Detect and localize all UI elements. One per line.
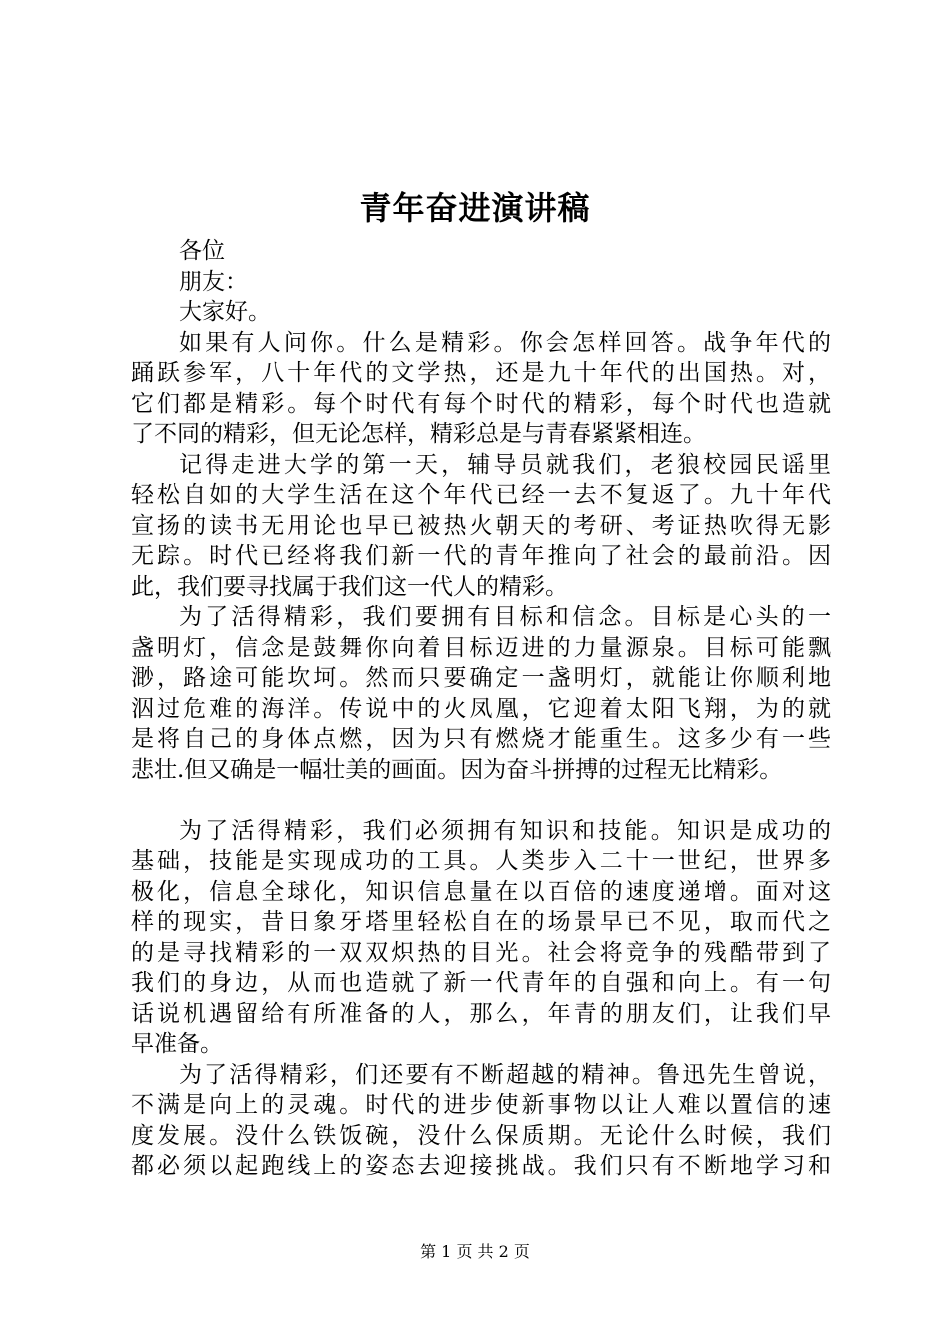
- paragraph-line: 盏明灯，信念是鼓舞你向着目标迈进的力量源泉。目标可能飘: [131, 634, 831, 661]
- paragraph-line: 它们都是精彩。每个时代有每个时代的精彩，每个时代也造就: [131, 390, 831, 417]
- paragraph-line: 轻松自如的大学生活在这个年代已经一去不复返了。九十年代: [131, 482, 831, 508]
- paragraph: [131, 1060, 831, 1182]
- paragraph: [131, 450, 831, 603]
- page-number-footer: 第 1 页 共 2 页: [420, 1242, 530, 1261]
- paragraph-line: 为了活得精彩，我们要拥有目标和信念。目标是心头的一: [179, 604, 831, 630]
- paragraph-line: 不满是向上的灵魂。时代的进步使新事物以让人难以置信的速: [131, 1092, 831, 1118]
- paragraph: [131, 328, 831, 450]
- blank-line: [131, 785, 831, 816]
- paragraph-line: 如果有人问你。什么是精彩。你会怎样回答。战争年代的: [179, 329, 831, 356]
- paragraph-line: 无踪。时代已经将我们新一代的青年推向了社会的最前沿。因: [131, 543, 831, 569]
- paragraph-line: 的是寻找精彩的一双双炽热的目光。社会将竞争的残酷带到了: [131, 939, 831, 966]
- paragraph-line: 渺，路途可能坎坷。然而只要确定一盏明灯，就能让你顺利地: [131, 665, 831, 691]
- paragraph-line: 此，我们要寻找属于我们这一代人的精彩。: [131, 573, 568, 600]
- paragraph-line: 基础，技能是实现成功的工具。人类步入二十一世纪，世界多: [131, 848, 831, 874]
- paragraph-line: 度发展。没什么铁饭碗，没什么保质期。无论什么时候，我们: [131, 1122, 831, 1149]
- paragraph-line: 悲壮.但又确是一幅壮美的画面。因为奋斗拼搏的过程无比精彩。: [131, 756, 783, 783]
- greeting-line: 大家好。: [179, 299, 271, 325]
- paragraph-line: 踊跃参军，八十年代的文学热，还是九十年代的出国热。对，: [131, 360, 831, 386]
- paragraph-line: 早准备。: [131, 1031, 223, 1057]
- paragraph-line: 为了活得精彩，我们必须拥有知识和技能。知识是成功的: [179, 817, 831, 844]
- greeting-line: 各位: [179, 238, 225, 264]
- paragraph-line: 了不同的精彩，但无论怎样，精彩总是与青春紧紧相连。: [131, 421, 706, 447]
- paragraph-line: 是将自己的身体点燃，因为只有燃烧才能重生。这多少有一些: [131, 726, 831, 752]
- paragraph-line: 为了活得精彩，们还要有不断超越的精神。鲁迅先生曾说，: [179, 1061, 831, 1088]
- document-title: 青年奋进演讲稿: [359, 189, 591, 227]
- paragraph-line: 泅过危难的海洋。传说中的火凤凰，它迎着太阳飞翔，为的就: [131, 695, 831, 722]
- paragraph: [131, 602, 831, 785]
- paragraph-line: 我们的身边，从而也造就了新一代青年的自强和向上。有一句: [131, 970, 831, 996]
- paragraph-line: 极化，信息全球化，知识信息量在以百倍的速度递增。面对这: [131, 878, 831, 905]
- paragraph-line: 宣扬的读书无用论也早已被热火朝天的考研、考证热吹得无影: [131, 512, 831, 539]
- paragraph-line: 样的现实，昔日象牙塔里轻松自在的场景早已不见，取而代之: [131, 909, 831, 935]
- paragraph-line: 记得走进大学的第一天，辅导员就我们，老狼校园民谣里: [179, 451, 831, 478]
- document-body: [131, 236, 831, 1182]
- greeting-line: 朋友：: [179, 268, 248, 295]
- paragraph-line: 都必须以起跑线上的姿态去迎接挑战。我们只有不断地学习和: [131, 1153, 831, 1179]
- paragraph-line: 话说机遇留给有所准备的人，那么，年青的朋友们，让我们早: [131, 1000, 831, 1027]
- paragraph: [131, 816, 831, 1060]
